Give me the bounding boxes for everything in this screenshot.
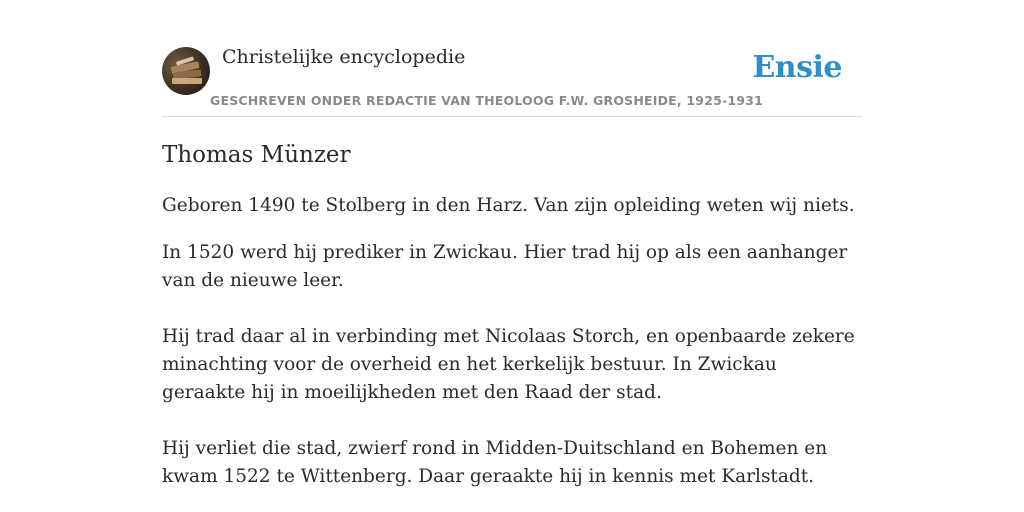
site-subtitle: GESCHREVEN ONDER REDACTIE VAN THEOLOOG F.W. GROSHEIDE, 1925-1931 [210, 93, 763, 108]
article [162, 140, 862, 491]
site-header [162, 46, 862, 117]
encyclopedia-avatar[interactable] [162, 47, 210, 95]
book-stack-icon [162, 47, 210, 95]
site-title[interactable]: Christelijke encyclopedie [222, 46, 466, 68]
article-paragraph: Hij trad daar al in verbinding met Nicolaas Storch, en openbaarde zekere minachting voor de overheid en het kerkelijk bestuur. In Zwickau geraakte hij in moeilijkheden met den Raad der stad. [162, 326, 855, 403]
article-paragraph: In 1520 werd hij prediker in Zwickau. Hier trad hij op als een aanhanger van de nieuwe leer. [162, 242, 848, 291]
article-paragraph: Geboren 1490 te Stolberg in den Harz. Van zijn opleiding weten wij niets. [162, 195, 855, 216]
article-title: Thomas Münzer [162, 142, 351, 168]
article-paragraph: Hij verliet die stad, zwierf rond in Midden-Duitschland en Bohemen en kwam 1522 te Wittenberg. Daar geraakte hij in kennis met Karlstadt. [162, 438, 828, 487]
ensie-logo[interactable]: Ensie [752, 50, 842, 85]
